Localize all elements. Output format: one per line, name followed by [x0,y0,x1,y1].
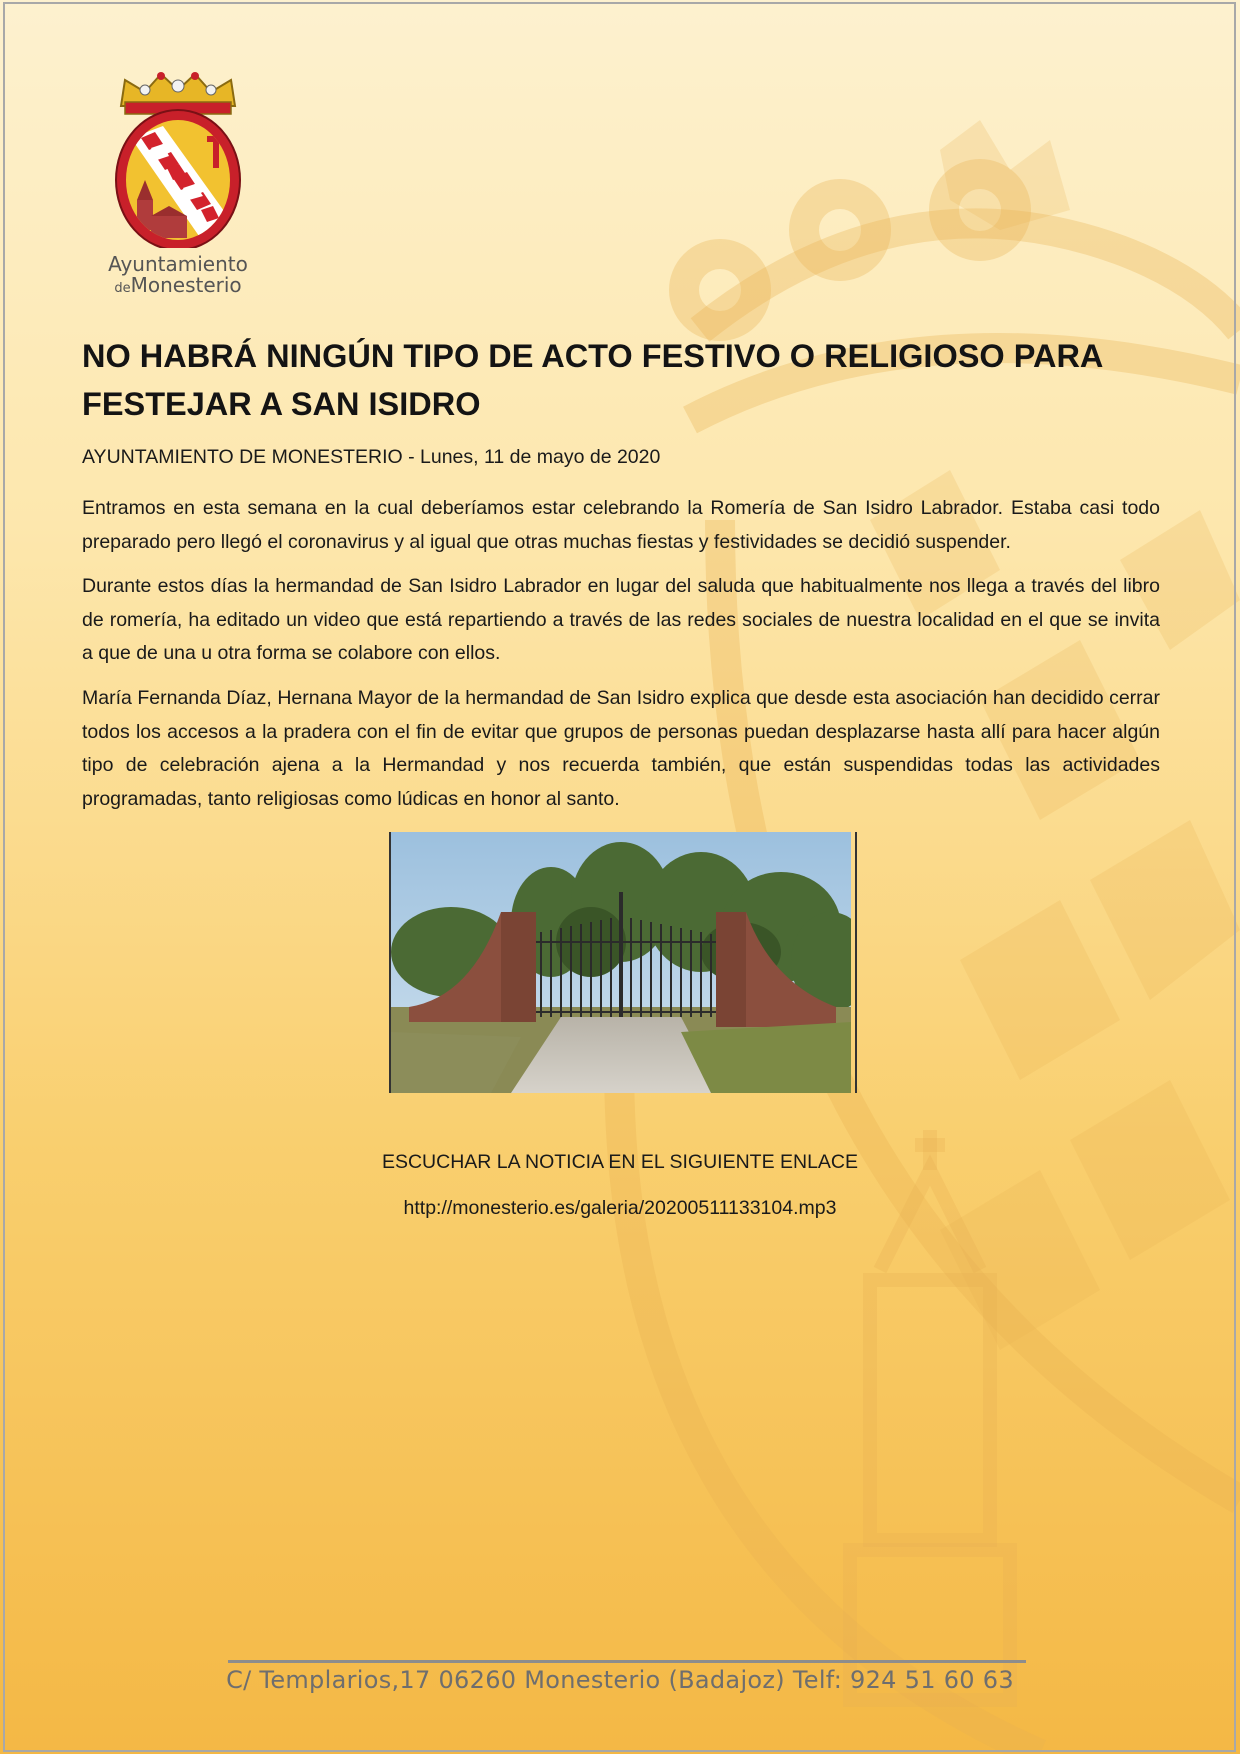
footer-address: C/ Templarios,17 06260 Monesterio (Badajoz) Telf: 924 51 60 63 [226,1666,1014,1694]
ayuntamiento-logo [105,68,251,299]
logo-line-ayuntamiento: Ayuntamiento [108,252,248,276]
article-byline: AYUNTAMIENTO DE MONESTERIO - Lunes, 11 de mayo de 2020 [82,446,661,468]
article-title: NO HABRÁ NINGÚN TIPO DE ACTO FESTIVO O RELIGIOSO PARA FESTEJAR A SAN ISIDRO [82,338,1103,422]
footer-divider [228,1660,1026,1663]
coat-of-arms-icon [111,68,245,248]
logo-caption [105,254,251,299]
gate-photo [389,832,857,1093]
logo-monesterio: Monesterio [130,273,242,297]
listen-label: ESCUCHAR LA NOTICIA EN EL SIGUIENTE ENLACE [381,1151,859,1173]
paragraph-3: María Fernanda Díaz, Hernana Mayor de la hermandad de San Isidro explica que desde esta asociación han decidido cerrar todos los accesos a la pradera con el fin de evitar que grupos de personas puedan desplazarse hasta allí para hacer algún tipo de celebración ajena a la Hermandad y nos recuerda también, que están suspendidas todas las actividades programadas, tanto religiosas como lúdicas en honor al santo. [82,686,1160,810]
audio-link[interactable]: http://monesterio.es/galeria/20200511133104.mp3 [403,1197,837,1219]
logo-line-monesterio [105,275,251,299]
article-body [82,492,1160,827]
paragraph-2: Durante estos días la hermandad de San Isidro Labrador en lugar del saluda que habitualmente nos llega a través del libro de romería, ha editado un video que está repartiendo a través de las redes sociales de nuestra localidad en el que se invita a que de una u otra forma se colabore con ellos. [82,575,1160,665]
logo-de: de [114,281,131,296]
paragraph-1: Entramos en esta semana en la cual deberíamos estar celebrando la Romería de San Isidro Labrador. Estaba casi todo preparado pero llegó el coronavirus y al igual que otras muchas fiestas y festividades se decidió suspender. [82,497,1160,553]
